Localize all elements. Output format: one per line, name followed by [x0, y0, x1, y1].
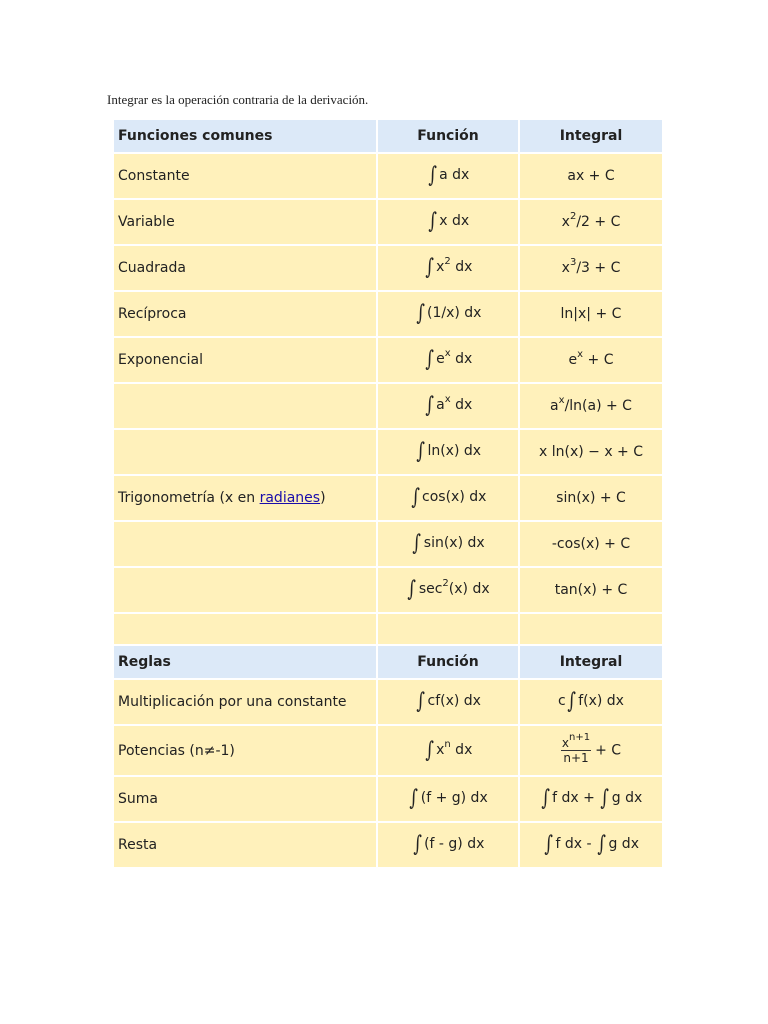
row-name: Recíproca [114, 292, 378, 338]
row-name: Resta [114, 823, 378, 869]
integral-icon: ∫ [425, 737, 434, 763]
table-row [114, 292, 662, 338]
row-name [114, 430, 378, 476]
row-integral: c∫ f(x) dx [520, 680, 662, 726]
header-row [114, 646, 662, 680]
row-integral: sin(x) + C [520, 476, 662, 522]
integrals-table [114, 120, 662, 869]
row-name: Trigonometría (x en radianes) [114, 476, 378, 522]
integral-icon: ∫ [416, 689, 426, 714]
header-row [114, 120, 662, 154]
row-integral: tan(x) + C [520, 568, 662, 614]
row-name: Constante [114, 154, 378, 200]
row-integral: $x^2/2 + C$ [520, 200, 662, 246]
table-row [114, 200, 662, 246]
row-function: ∫ $a^x$ dx [378, 384, 520, 430]
row-integral: $e^x + C$ [520, 338, 662, 384]
row-function: ∫ $\sec^2(x)$ dx [378, 568, 520, 614]
integral-icon: ∫ [541, 786, 550, 811]
radianes-link[interactable]: radianes [259, 490, 321, 506]
row-integral: $a^x/\ln(a) + C$ [520, 384, 662, 430]
table-row [114, 154, 662, 200]
row-integral: ax + C [520, 154, 662, 200]
row-function: ∫ a dx [378, 154, 520, 200]
table-row [114, 338, 662, 384]
row-name: Variable [114, 200, 378, 246]
integral-icon: ∫ [413, 832, 422, 857]
row-integral: $x^3/3 + C$ [520, 246, 662, 292]
row-function: ∫ (1/x) dx [378, 292, 520, 338]
integral-icon: ∫ [597, 832, 607, 857]
integral-icon: ∫ [425, 393, 434, 418]
row-function: ∫ sin(x) dx [378, 522, 520, 568]
table-row [114, 476, 662, 522]
integral-icon: ∫ [425, 255, 434, 280]
row-function: ∫ cf(x) dx [378, 680, 520, 726]
row-function: ∫ ln(x) dx [378, 430, 520, 476]
integral-icon: ∫ [544, 832, 554, 857]
integral-icon: ∫ [567, 689, 576, 714]
integral-icon: ∫ [425, 347, 434, 372]
table-row [114, 568, 662, 614]
integral-icon: ∫ [407, 577, 417, 602]
col-header-reglas: Reglas [114, 646, 378, 680]
integral-icon: ∫ [428, 209, 437, 234]
integral-icon: ∫ [600, 786, 610, 811]
row-name [114, 522, 378, 568]
intro-text: Integrar es la operación contraria de la derivación. [107, 92, 369, 107]
integral-icon: ∫ [416, 439, 426, 464]
row-integral: x ln(x) − x + C [520, 430, 662, 476]
fraction: $\frac{x^{n+1}}{n+1}$ [561, 732, 591, 765]
row-function: ∫ $e^x$ dx [378, 338, 520, 384]
table-row [114, 680, 662, 726]
col-header-integral: Integral [520, 120, 662, 154]
integral-icon: ∫ [428, 163, 437, 188]
table-row [114, 246, 662, 292]
row-integral: $\frac{x^{n+1}}{n+1}$ + C [520, 726, 662, 777]
col-header-funciones: Funciones comunes [114, 120, 378, 154]
col-header-integral: Integral [520, 646, 662, 680]
row-name: Potencias (n≠-1) [114, 726, 378, 777]
table-row [114, 522, 662, 568]
row-integral: ln|x| + C [520, 292, 662, 338]
row-function: ∫ (f + g) dx [378, 777, 520, 823]
row-integral: ∫ f dx - ∫ g dx [520, 823, 662, 869]
integral-icon: ∫ [409, 786, 419, 811]
integral-icon: ∫ [412, 531, 422, 556]
empty-cell [114, 614, 378, 646]
row-function: ∫ $x^2$ dx [378, 246, 520, 292]
integral-icon: ∫ [410, 485, 420, 510]
table-row [114, 823, 662, 869]
row-function: ∫ cos(x) dx [378, 476, 520, 522]
spacer-row [114, 614, 662, 646]
row-name: Cuadrada [114, 246, 378, 292]
row-integral: ∫ f dx + ∫ g dx [520, 777, 662, 823]
empty-cell [520, 614, 662, 646]
integral-icon: ∫ [415, 301, 425, 326]
row-function: ∫ (f - g) dx [378, 823, 520, 869]
table-row [114, 384, 662, 430]
row-name [114, 384, 378, 430]
table-row [114, 726, 662, 777]
row-function: ∫ x dx [378, 200, 520, 246]
table-row [114, 430, 662, 476]
row-integral: -cos(x) + C [520, 522, 662, 568]
row-name: Suma [114, 777, 378, 823]
row-name [114, 568, 378, 614]
row-function: ∫ $x^n$ dx [378, 726, 520, 777]
empty-cell [378, 614, 520, 646]
col-header-funcion: Función [378, 120, 520, 154]
col-header-funcion: Función [378, 646, 520, 680]
row-name: Multiplicación por una constante [114, 680, 378, 726]
row-name: Exponencial [114, 338, 378, 384]
table-row [114, 777, 662, 823]
